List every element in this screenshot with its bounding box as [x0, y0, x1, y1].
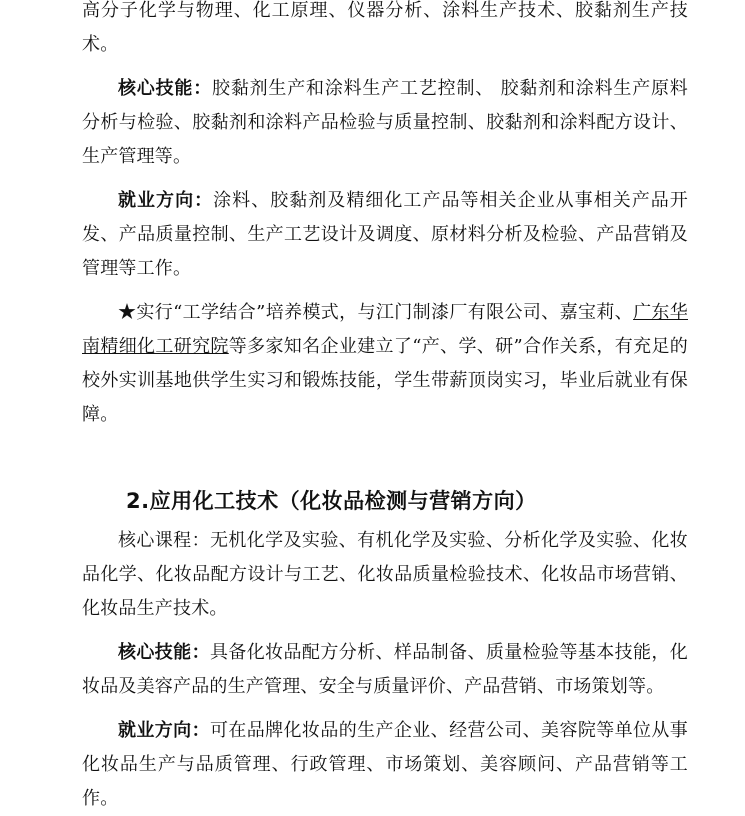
employment-text: 涂料、胶黏剂及精细化工产品等相关企业从事相关产品开发、产品质量控制、生产工艺设计及调度、原材料分析及检验、产品营销及管理等工作。: [82, 190, 688, 279]
cooperation-text-before: ★实行“工学结合”培养模式，与江门制漆厂有限公司、嘉宝莉、: [118, 302, 634, 323]
employment-label: 就业方向：: [118, 190, 214, 211]
section-heading: 2.应用化工技术（化妆品检测与营销方向）: [126, 489, 537, 513]
core-skills-text-2: 具备化妆品配方分析、样品制备、质量检验等基本技能，化妆品及美容产品的生产管理、安全与质量评价、产品营销、市场策划等。: [82, 642, 688, 697]
research-institute-link[interactable]: 广东华南精细化工研究院: [82, 302, 688, 357]
core-skills-label-2: 核心技能：: [118, 642, 210, 663]
employment-paragraph: [82, 184, 688, 286]
core-skills-paragraph-2: [82, 636, 688, 704]
courses-continuation: 高分子化学与物理、化工原理、仪器分析、涂料生产技术、胶黏剂生产技术。: [82, 0, 688, 55]
core-courses-label: 核心课程：: [118, 530, 210, 551]
cooperation-text-after: 等多家知名企业建立了“产、学、研”合作关系，有充足的校外实训基地供学生实习和锻炼技能，学生带薪顶岗实习，毕业后就业有保障。: [82, 336, 688, 425]
cooperation-paragraph: [82, 296, 688, 432]
document-page: [82, 0, 688, 816]
core-courses-paragraph: [82, 524, 688, 626]
employment-label-2: 就业方向：: [118, 720, 210, 741]
employment-paragraph-2: [82, 714, 688, 816]
core-skills-label: 核心技能：: [118, 78, 213, 99]
employment-text-2: 可在品牌化妆品的生产企业、经营公司、美容院等单位从事化妆品生产与品质管理、行政管理、市场策划、美容顾问、产品营销等工作。: [82, 720, 688, 809]
core-courses-text: 无机化学及实验、有机化学及实验、分析化学及实验、化妆品化学、化妆品配方设计与工艺、化妆品质量检验技术、化妆品市场营销、化妆品生产技术。: [82, 530, 688, 619]
core-skills-text: 胶黏剂生产和涂料生产工艺控制、 胶黏剂和涂料生产原料分析与检验、胶黏剂和涂料产品检验与质量控制、胶黏剂和涂料配方设计、生产管理等。: [82, 78, 688, 167]
core-skills-paragraph: [82, 72, 688, 174]
